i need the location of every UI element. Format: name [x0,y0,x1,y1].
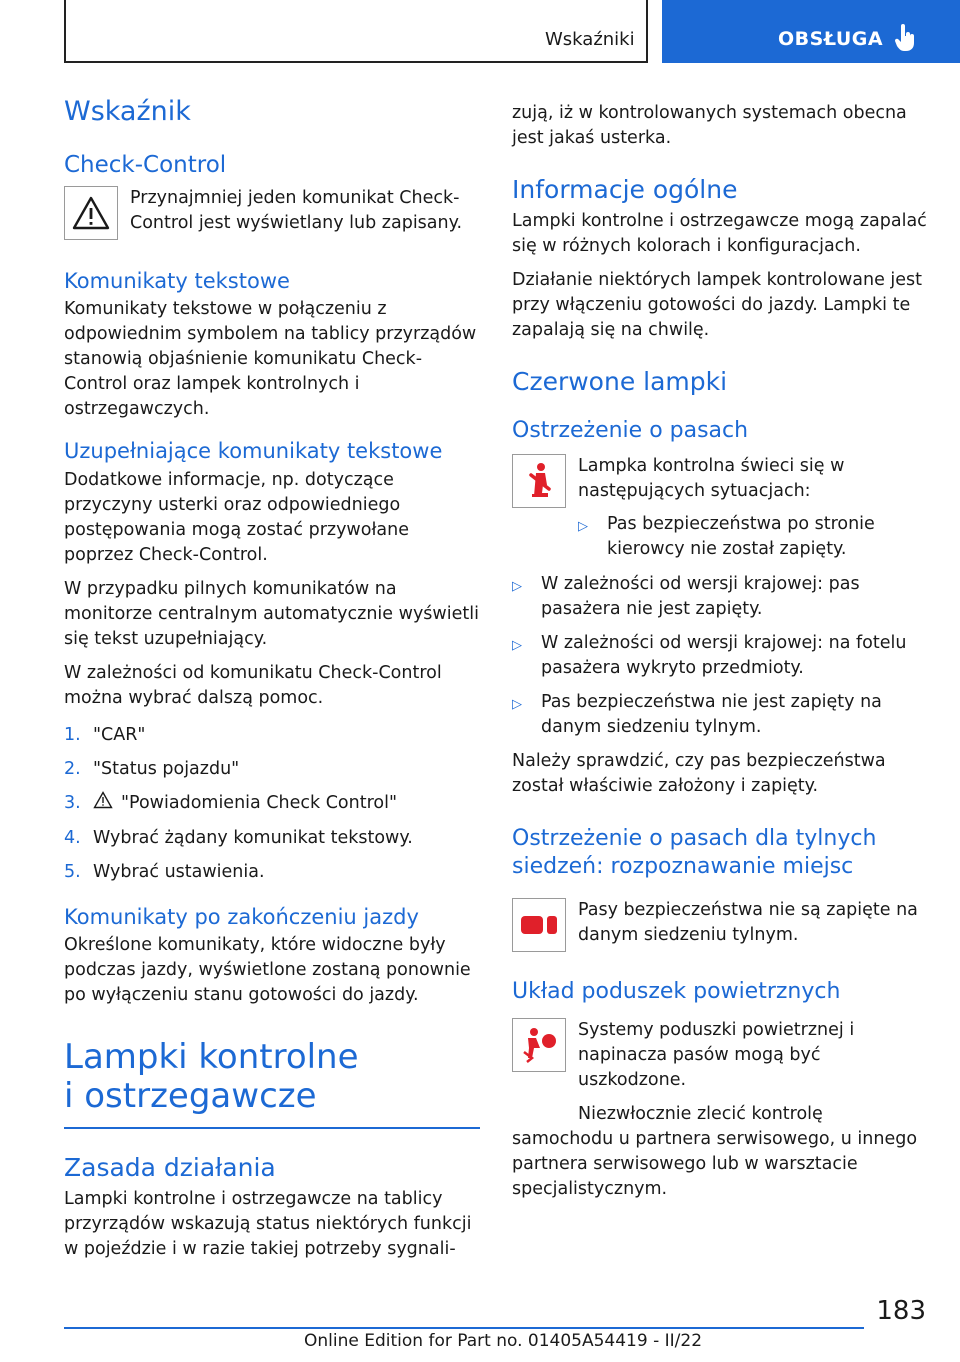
heading-czerwone-lampki: Czerwone lampki [512,367,728,396]
right-column [512,101,928,1202]
heading-zasada-dzialania: Zasada działania [64,1152,276,1182]
airbag-icon [512,1018,566,1072]
belt-sub-list [578,512,928,562]
left-column [64,96,480,1262]
chapter-title-line-2: i ostrzegawcze [64,1076,317,1117]
page-number: 183 [876,1296,926,1326]
list-item: 3. "Powiadomienia Check Control" [64,791,480,817]
pointing-hand-icon [894,24,916,56]
list-item: ▷ W zależności od wersji krajowej: pas pasażera nie jest zapięty. [512,573,860,619]
heading-ostrzezenie-o-pasach: Ostrzeżenie o pasach [512,418,749,443]
chapter-title-line-1: Lampki kontrolne [64,1036,359,1077]
rear-belts-row [512,898,928,952]
belt-warning-row [512,454,928,562]
list-item: 2. "Status pojazdu" [64,758,240,779]
heading-rear-belts-line-2: siedzeń: rozpoznawanie miejsc [512,854,854,880]
list-item: ▷ Pas bezpieczeństwa nie jest zapięty na danym siedzeniu tylnym. [512,691,882,737]
heading-uzupelniajace: Uzupełniające komunikaty tekstowe [64,439,443,464]
header-tab-label: OBSŁUGA [778,28,884,50]
list-item: ▷ W zależności od wersji krajowej: na fotelu pasażera wykryto przedmioty. [512,632,907,678]
uzupelniajace-text-3: W zależności od komunikatu Check-Control można wybrać dalszą pomoc. [64,662,442,708]
airbag-text: Systemy poduszki powietrznej i napinacza pasów mogą być uszkodzone. [578,1020,855,1091]
airbag-row [512,1018,928,1093]
list-item: 1. "CAR" [64,724,146,745]
heading-informacje-ogolne: Informacje ogólne [512,175,738,204]
steps-list [64,723,480,885]
check-control-text: Przynajmniej jeden komunikat Check-Control jest wyświetlany lub zapisany. [130,187,463,233]
header-tab [662,0,960,63]
list-item: 5. Wybrać ustawienia. [64,861,265,882]
informacje-text-1: Lampki kontrolne i ostrzegawcze mogą zapalać się w różnych kolorach i konfiguracjach. [512,211,927,256]
section-title-wskaznik: Wskaźnik [64,96,191,127]
heading-check-control: Check-Control [64,152,227,179]
belt-check-text: Należy sprawdzić, czy pas bezpieczeństwa został właściwie założony i zapięty. [512,750,886,796]
heading-rear-belts-line-1: Ostrzeżenie o pasach dla tylnych [512,825,877,851]
list-item: 4. Wybrać żądany komunikat tekstowy. [64,827,413,848]
airbag-text-2: Niezwłocznie zlecić kontrolę samochodu u partnera serwisowego, u innego partnera serwisowego lub w warsztacie specjalistycznym. [512,1104,918,1200]
informacje-text-2: Działanie niektórych lampek kontrolowane jest przy włączeniu gotowości do jazdy. Lampki te zapalają się na chwilę. [512,270,923,340]
uzupelniajace-text-1: Dodatkowe informacje, np. dotyczące przyczyny usterki oraz odpowiedniego postępowania mogą zostać przywołane poprzez Check-Control. [64,469,410,565]
komunikaty-tekstowe-text: Komunikaty tekstowe w połączeniu z odpowiednim symbolem na tablicy przyrządów stanowią objaśnienie komunikatu Check-Control oraz lampek kontrolnych i ostrzegawczych. [64,299,477,420]
uzupelniajace-text-2: W przypadku pilnych komunikatów na monitorze centralnym automatycznie wyświetli się tekst uzupełniający. [64,578,479,649]
list-item: ▷ Pas bezpieczeństwa po stronie kierowcy nie został zapięty. [578,513,875,559]
edition-text: Online Edition for Part no. 01405A54419 - II/22 [304,1331,703,1351]
check-control-row [64,186,480,240]
heading-po-zakonczeniu: Komunikaty po zakończeniu jazdy [64,904,419,929]
heading-uklad-poduszek: Układ poduszek powietrznych [512,978,841,1004]
zasada-dzialania-text: Lampki kontrolne i ostrzegawcze na tablicy przyrządów wskazują status niektórych funkcji w pojeździe i w razie takiej potrzeby sygnali- [64,1188,472,1259]
small-warning-icon [93,791,113,817]
heading-komunikaty-tekstowe: Komunikaty tekstowe [64,268,290,293]
po-zakonczeniu-text: Określone komunikaty, które widoczne były podczas jazdy, wyświetlone zostaną ponownie po wyłączeniu stanu gotowości do jazdy. [64,934,471,1005]
continued-text: zują, iż w kontrolowanych systemach obecna jest jakaś usterka. [512,103,907,148]
rear-belts-text: Pasy bezpieczeństwa nie są zapięte na danym siedzeniu tylnym. [578,899,918,945]
rear-seat-belt-icon [512,898,566,952]
belt-list [512,572,928,740]
header-section-title: Wskaźniki [545,29,635,50]
warning-triangle-icon [64,186,118,240]
belt-warning-text: Lampka kontrolna świeci się w następujących sytuacjach: [578,455,845,501]
seatbelt-icon [512,454,566,508]
footer-rule [64,1327,864,1329]
